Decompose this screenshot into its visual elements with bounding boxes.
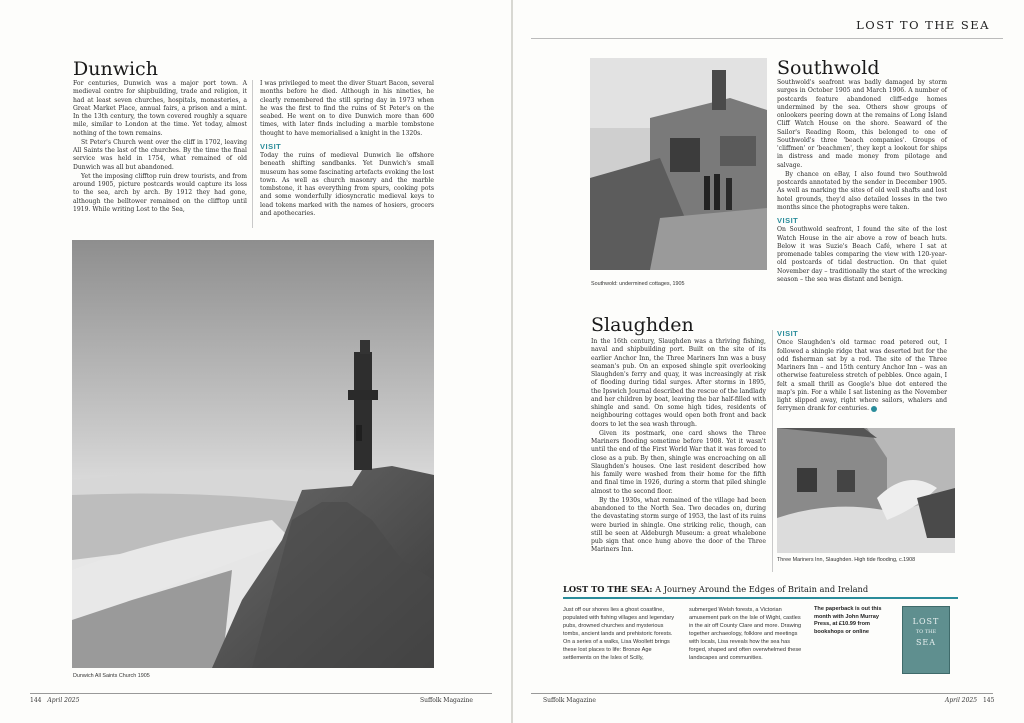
slaughden-paragraph: By the 1930s, what remained of the village had been abandoned to the North Sea. Two decades on, during the devastating storm surge of 1953, the last of its ruins were buried in shingle. One striking relic, though, can still be seen at Aldeburgh Museum: a great whalebone pub sign that once hung above the door of the Three Mariners Inn.	[591, 496, 766, 554]
page-number: 145	[982, 697, 995, 704]
book-subtitle: A Journey Around the Edges of Britain and Ireland	[652, 584, 869, 594]
southwold-visit-text: On Southwold seafront, I found the site of the lost Watch House in the air above a row of beach huts. Below it was Suzie's Beach Café, where I sat at promenade tables comparing the view with 120-year-old postcards of tidal destruction. On that quiet November day – traditionally the start of the wrecking season – the sea was distant and benign.	[777, 226, 947, 283]
right-page	[513, 0, 1024, 723]
dunwich-title: Dunwich	[73, 58, 158, 80]
book-cover	[902, 606, 950, 674]
three-mariners-flooding-illustration	[777, 428, 955, 553]
southwold-title: Southwold	[777, 57, 880, 79]
dunwich-paragraph: St Peter's Church went over the cliff in 1702, leaving All Saints the last of the churches. By the time the final service was held in 1754, what remained of old Dunwich was all but abandoned.	[73, 138, 247, 171]
left-page	[0, 0, 511, 723]
footer-right	[945, 697, 994, 704]
end-mark-icon	[871, 406, 877, 412]
dunwich-column-1	[73, 80, 247, 215]
page-number: 144	[30, 697, 42, 704]
book-cover-line: LOST	[912, 617, 940, 626]
dunwich-column-2	[260, 80, 434, 219]
dunwich-church-illustration	[72, 240, 434, 668]
dunwich-paragraph: For centuries, Dunwich was a major port town. A medieval centre for shipbuilding, trade and religion, it had at least seven churches, hospitals, monasteries, a Great Market Place, annual fairs, a prison and a mint. In the 13th century, the town covered roughly a square mile, similar to London at the time. Yet today, almost nothing of the town remains.	[73, 80, 247, 137]
book-availability: The paperback is out this month with John Murray Press, at £10.99 from bookshops or online	[814, 606, 882, 636]
slaughden-visit-text: Once Slaughden's old tarmac road petered out, I followed a shingle ridge that was deserted but for the odd fisherman sat by a rod. The site of the Three Mariners Inn – and 15th century Anchor Inn – was an otherwise featureless stretch of pebbles. Once again, I felt a small thrill as Google's blue dot entered the map's pin. For a while I sat listening as the November light slipped away, right where sailors, whalers and ferrymen drank for centuries.	[777, 339, 947, 413]
book-title	[563, 584, 958, 599]
slaughden-column-1	[591, 338, 766, 556]
dunwich-church-photo	[72, 240, 434, 668]
issue-date: April 2025	[945, 697, 978, 704]
slaughden-photo-caption: Three Mariners Inn, Slaughden. High tide flooding, c.1908	[777, 557, 916, 563]
footer-rule	[531, 693, 993, 694]
publication-name: Suffolk Magazine	[420, 697, 473, 704]
column-divider	[772, 330, 773, 572]
dunwich-visit-text: Today the ruins of medieval Dunwich lie offshore beneath shifting sandbanks. Yet Dunwich's small museum has some fascinating artefacts evoking the lost town. As well as church masonry and the marble tombstone, it has everything from spurs, cooking pots and some wonderfully idiosyncratic medieval keys to lead tokens marked with the names of hosiers, grocers and apothecaries.	[260, 152, 434, 217]
book-promo-box	[563, 584, 958, 690]
slaughden-column-2	[777, 330, 947, 415]
southwold-paragraph: By chance on eBay, I also found two Southwold postcards annotated by the sender in December 1905. As well as marking the sites of old well shafts and lost hotel grounds, they'd also detailed losses in the two months since the photographs were taken.	[777, 170, 947, 211]
book-cover-line: SEA	[915, 638, 937, 647]
publication-name: Suffolk Magazine	[543, 697, 596, 704]
visit-heading: VISIT	[260, 141, 282, 151]
book-blurb-2: submerged Welsh forests, a Victorian amusement park on the Isle of Wight, castles in the air off County Clare and more. Drawing together archaeology, folklore and meetings with locals, Lisa reveals how the sea has forged, shaped and often overwhelmed these landscapes and communities.	[689, 607, 802, 662]
book-cover-line: TO THE	[915, 629, 937, 635]
southwold-photo-caption: Southwold: undermined cottages, 1905	[591, 281, 685, 287]
visit-heading: VISIT	[777, 329, 799, 338]
visit-heading: VISIT	[777, 216, 799, 225]
footer-rule	[30, 693, 492, 694]
slaughden-title: Slaughden	[591, 314, 694, 336]
southwold-column	[777, 79, 947, 285]
book-title-bold: LOST TO THE SEA:	[563, 584, 653, 594]
issue-date: April 2025	[47, 697, 80, 704]
southwold-cottages-illustration	[590, 58, 767, 270]
column-divider	[252, 80, 253, 228]
dunwich-paragraph: Yet the imposing clifftop ruin drew tourists, and from around 1905, picture postcards would capture its loss to the sea, arch by arch. By 1912 they had gone, although the belltower remained on the clifftop until 1919. While writing Lost to the Sea,	[73, 172, 247, 213]
footer-left	[30, 697, 79, 704]
dunwich-paragraph: I was privileged to meet the diver Stuart Bacon, several months before he died. Although in his nineties, he clearly remembered the still spring day in 1973 when he was the first to find the ruins of St Peter's on the seabed. He went on to dive Dunwich more than 600 times, with later finds including a marble tombstone thought to have memorialised a knight in the 1320s.	[260, 80, 434, 137]
section-header: LOST TO THE SEA	[856, 18, 990, 32]
slaughden-photo	[777, 428, 955, 553]
slaughden-paragraph: Given its postmark, one card shows the Three Mariners flooding sometime before 1908. Yet it wasn't until the end of the First World War that it was forced to close as a pub. By then, shingle was encroaching on all Slaughden's houses. One last resident described how his family were washed from their home for the fifth and final time in 1926, during a storm that piled shingle almost to the second floor.	[591, 429, 766, 495]
header-rule	[531, 38, 1003, 39]
book-blurb-1: Just off our shores lies a ghost coastline, populated with fishing villages and legendary pubs, drowned churches and mysterious tombs, ancient lands and prehistoric forests. On a series of a walks, Lisa Woollett brings these lost places to life: Bronze Age settlements on the Isles of Scilly,	[563, 607, 675, 662]
dunwich-photo-caption: Dunwich All Saints Church 1905	[73, 673, 150, 679]
southwold-paragraph: Southwold's seafront was badly damaged by storm surges in October 1905 and March 1906. A number of postcards feature abandoned cliff-edge homes undermined by the sea. Others show groups of onlookers peering down at the remains of Long Island Cliff Watch House on the shore. Seaward of the Sailor's Reading Room, this belonged to one of Southwold's three 'beach companies'. Groups of 'cliffmen' or 'beachmen', they kept a lookout for ships in distress and made money from pilotage and salvage.	[777, 79, 947, 169]
southwold-photo	[590, 58, 767, 270]
slaughden-paragraph: In the 16th century, Slaughden was a thriving fishing, naval and shipbuilding port. Built on the site of its earlier Anchor Inn, the Three Mariners Inn was a busy seaman's pub. On an exposed shingle spit overlooking Slaughden's ferry and quay, it was increasingly at risk of flooding during tidal surges. After storms in 1895, the Ipswich Journal described the rescue of the landlady and her children by boat, leaving the bar half-filled with shingle and sand. On some high tides, residents of neighbouring cottages would open both front and back doors to let the sea wash through.	[591, 338, 766, 428]
